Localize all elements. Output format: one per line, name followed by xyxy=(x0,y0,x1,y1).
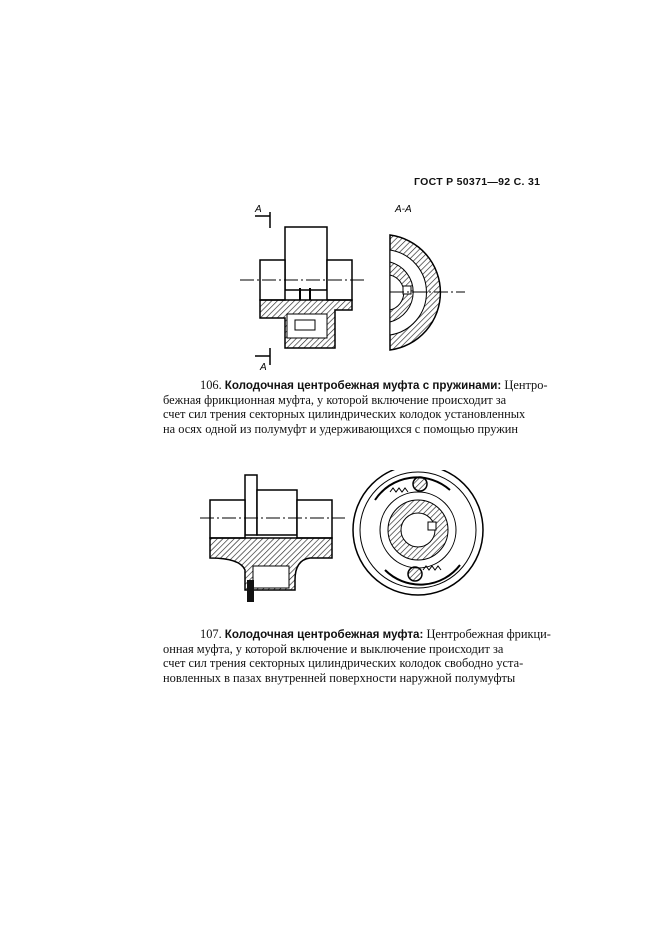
figure-106-drawing xyxy=(195,470,495,610)
term-number: 106. xyxy=(200,378,222,392)
section-label: А-А xyxy=(395,204,412,215)
text-line: счет сил трения секторных цилиндрических колодок свободно уста- xyxy=(163,656,524,671)
text-line: на осях одной из полумуфт и удерживающихся с помощью пружин xyxy=(163,421,519,436)
text-line: счет сил трения секторных цилиндрических колодок установленных xyxy=(163,407,526,422)
paragraph-106 xyxy=(163,378,548,436)
term-title: Колодочная центробежная муфта с пружинами: xyxy=(224,379,502,392)
text-line: новленных в пазах внутренней поверхности наружной полумуфты xyxy=(163,670,516,685)
paragraph-107 xyxy=(163,627,551,685)
section-mark-bottom: А xyxy=(260,362,267,373)
text-line: Центро- xyxy=(504,378,548,392)
page-header: ГОСТ Р 50371—92 С. 31 xyxy=(414,176,541,188)
text-line: Центробежная фрикци- xyxy=(426,627,551,641)
term-title: Колодочная центробежная муфта: xyxy=(224,628,424,641)
text-line: онная муфта, у которой включение и выключение происходит за xyxy=(163,642,504,657)
term-number: 107. xyxy=(200,627,222,641)
text-line: бежная фрикционная муфта, у которой включение происходит за xyxy=(163,393,507,408)
figure-106-section xyxy=(225,200,485,375)
section-mark-top: А xyxy=(255,204,262,215)
